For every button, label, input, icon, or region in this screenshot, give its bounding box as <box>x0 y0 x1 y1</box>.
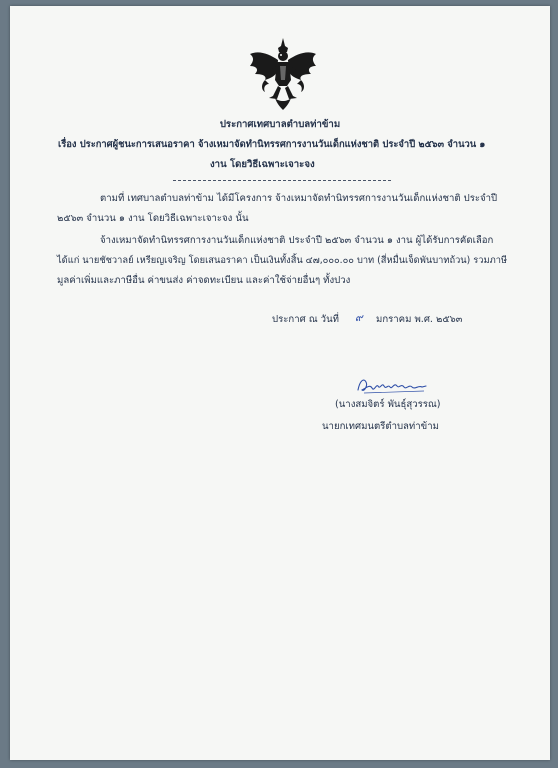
paragraph-2-line-2: ได้แก่ นายชัชวาลย์ เหรียญเจริญ โดยเสนอราคา เป็นเงินทั้งสิ้น ๔๗,๐๐๐.๐๐ บาท (สี่หมื่นเจ็ดพันบาทถ้วน) รวมภาษี <box>57 255 508 266</box>
signer-title: นายกเทศมนตรีตำบลท่าข้าม <box>322 421 439 432</box>
paragraph-1-line-1: ตามที่ เทศบาลตำบลท่าข้าม ได้มีโครงการ จ้างเหมาจัดทำนิทรรศการงานวันเด็กแห่งชาติ ประจำปี <box>100 193 498 204</box>
paragraph-2-line-1: จ้างเหมาจัดทำนิทรรศการงานวันเด็กแห่งชาติ ประจำปี ๒๕๖๓ จำนวน ๑ งาน ผู้ได้รับการคัดเลือก <box>100 235 494 246</box>
date-day: ๙ <box>355 312 363 324</box>
garuda-emblem <box>247 36 319 112</box>
signature-mark <box>354 374 430 398</box>
signer-name: (นางสมจิตร์ พันธุ์สุวรรณ) <box>335 399 441 410</box>
subject-line-2: งาน โดยวิธีเฉพาะเจาะจง <box>210 159 315 170</box>
document-page <box>10 6 550 760</box>
subject-line-1: เรื่อง ประกาศผู้ชนะการเสนอราคา จ้างเหมาจัดทำนิทรรศการงานวันเด็กแห่งชาติ ประจำปี ๒๕๖๓ จำนวน ๑ <box>58 139 486 150</box>
date-month-year: มกราคม พ.ศ. ๒๕๖๓ <box>376 314 463 325</box>
office-heading: ประกาศเทศบาลตำบลท่าข้าม <box>219 119 341 130</box>
paragraph-1-line-2: ๒๕๖๓ จำนวน ๑ งาน โดยวิธีเฉพาะเจาะจง นั้น <box>57 213 249 224</box>
divider-line <box>173 180 391 181</box>
paragraph-2-line-3: มูลค่าเพิ่มและภาษีอื่น ค่าขนส่ง ค่าจดทะเบียน และค่าใช้จ่ายอื่นๆ ทั้งปวง <box>57 275 351 286</box>
date-prefix: ประกาศ ณ วันที่ <box>272 314 339 325</box>
